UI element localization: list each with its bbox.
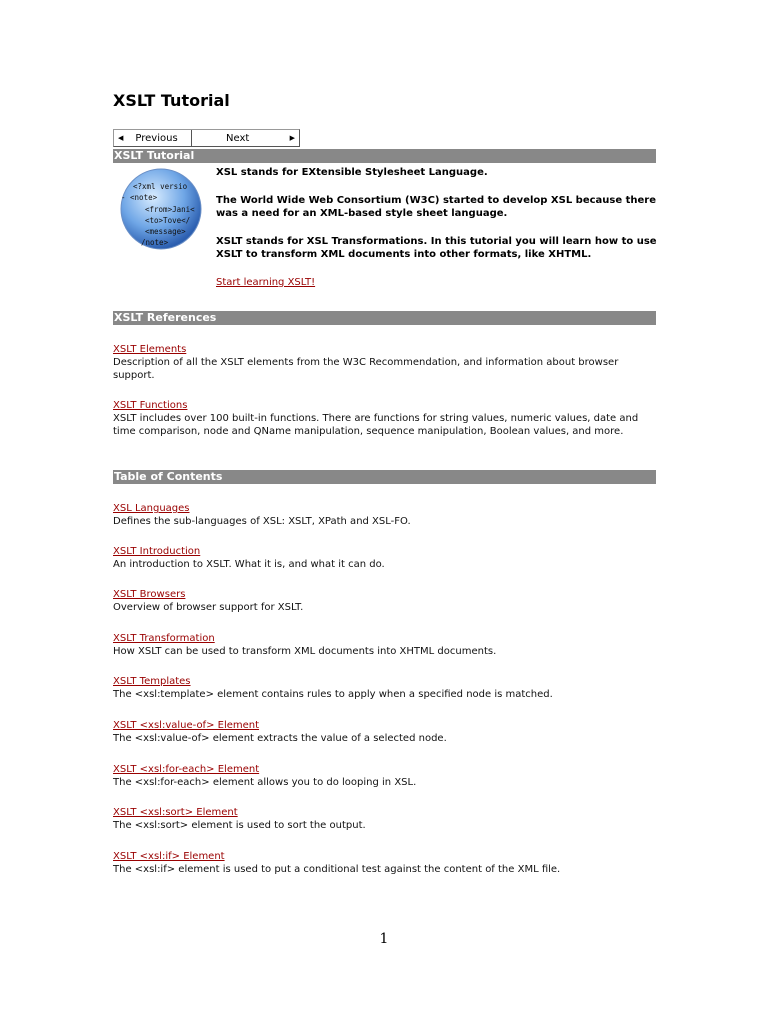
section-header-references: XSLT References [113,311,656,325]
reference-description: Description of all the XSLT elements from the W3C Recommendation, and information about browser support. [113,357,619,381]
toc-description: Defines the sub-languages of XSL: XSLT, XPath and XSL-FO. [113,516,411,527]
start-learning-link[interactable]: Start learning XSLT! [216,277,316,288]
logo-line-1: <?xml versio [133,182,188,191]
previous-button[interactable] [114,130,192,146]
section-header-toc: Table of Contents [113,470,656,484]
logo-line-2: - <note> [121,193,158,202]
toc-description: The <xsl:value-of> element extracts the value of a selected node. [113,733,447,744]
toc-link[interactable]: XSLT <xsl:if> Element [113,851,225,862]
list-item [113,545,656,571]
toc-description: The <xsl:if> element is used to put a conditional test against the content of the XML file. [113,864,561,875]
list-item [113,399,656,438]
page-title: XSLT Tutorial [113,91,230,110]
logo-line-6: /note> [141,238,169,247]
section-header-tutorial: XSLT Tutorial [113,149,656,163]
toc-description: The <xsl:for-each> element allows you to do looping in XSL. [113,777,417,788]
list-item [113,632,656,658]
reference-link[interactable]: XSLT Functions [113,400,188,411]
toc-link[interactable]: XSLT <xsl:for-each> Element [113,764,260,775]
list-item [113,806,656,832]
list-item [113,763,656,789]
page-number: 1 [379,931,389,947]
toc-link[interactable]: XSLT <xsl:value-of> Element [113,720,260,731]
arrow-left-icon: ◀ [118,134,124,142]
intro-paragraph: XSL stands for EXtensible Stylesheet Language. [216,167,488,178]
toc-link[interactable]: XSLT Browsers [113,589,186,600]
next-label: Next [226,132,250,144]
toc-description: An introduction to XSLT. What it is, and what it can do. [113,559,385,570]
intro-paragraph: The World Wide Web Consortium (W3C) started to develop XSL because there was a need for an XML-based style sheet language. [216,195,657,219]
previous-label: Previous [135,132,178,144]
logo-line-4: <to>Tove</ [145,216,191,225]
list-item [113,343,656,382]
toc-link[interactable]: XSL Languages [113,503,190,514]
toc-link[interactable]: XSLT Transformation [113,633,215,644]
list-item [113,502,656,528]
list-item [113,719,656,745]
next-button[interactable] [192,130,299,146]
xml-globe-logo-icon [119,167,203,251]
toc-description: Overview of browser support for XSLT. [113,602,304,613]
toc-description: How XSLT can be used to transform XML documents into XHTML documents. [113,646,497,657]
toc-description: The <xsl:template> element contains rules to apply when a specified node is matched. [113,689,553,700]
list-item [113,588,656,614]
prev-next-nav [113,129,300,147]
toc-link[interactable]: XSLT <xsl:sort> Element [113,807,238,818]
reference-description: XSLT includes over 100 built-in functions. There are functions for string values, numeric values, date and time comparison, node and QName manipulation, sequence manipulation, Boolean values, and more. [113,413,639,437]
toc-link[interactable]: XSLT Introduction [113,546,201,557]
logo-line-5: <message> [145,227,186,236]
toc-link[interactable]: XSLT Templates [113,676,191,687]
toc-description: The <xsl:sort> element is used to sort the output. [113,820,366,831]
list-item [113,850,656,876]
reference-link[interactable]: XSLT Elements [113,344,187,355]
tutorial-intro [216,166,661,289]
logo-line-3: <from>Jani< [145,205,195,214]
list-item [113,675,656,701]
arrow-right-icon: ▶ [289,134,295,142]
intro-paragraph: XSLT stands for XSL Transformations. In this tutorial you will learn how to use XSLT to transform XML documents into other formats, like XHTML. [216,236,657,260]
